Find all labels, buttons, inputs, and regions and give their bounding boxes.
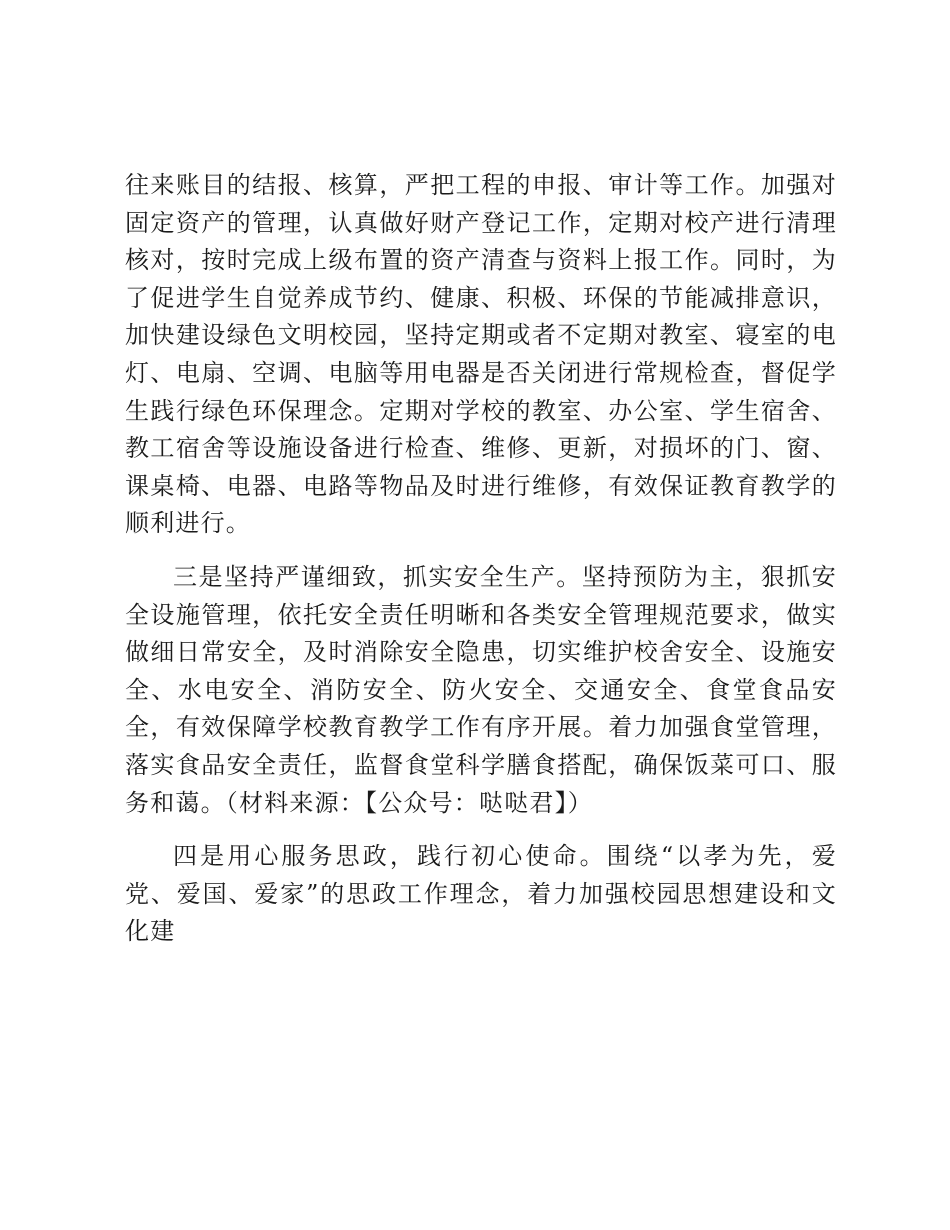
paragraph-safety-production: 三是坚持严谨细致，抓实安全生产。坚持预防为主，狠抓安全设施管理，依托安全责任明晰和各类安全管理规范要求，做实做细日常安全，及时消除安全隐患，切实维护校舍安全、设施安全、水电安全、消防安全、防火安全、交通安全、食堂食品安全，有效保障学校教育教学工作有序开展。着力加强食堂管理，落实食品安全责任，监督食堂科学膳食搭配，确保饭菜可口、服务和蔼。（材料来源：【公众号：哒哒君】）: [125, 562, 837, 817]
paragraph-continued: 往来账目的结报、核算，严把工程的申报、审计等工作。加强对固定资产的管理，认真做好财产登记工作，定期对校产进行清理核对，按时完成上级布置的资产清查与资料上报工作。同时，为了促进学生自觉养成节约、健康、积极、环保的节能减排意识，加快建设绿色文明校园，坚持定期或者不定期对教室、寝室的电灯、电扇、空调、电脑等用电器是否关闭进行常规检查，督促学生践行绿色环保理念。定期对学校的教室、办公室、学生宿舍、教工宿舍等设施设备进行检查、维修、更新，对损坏的门、窗、课桌椅、电器、电路等物品及时进行维修，有效保证教育教学的顺利进行。: [125, 171, 837, 538]
paragraph-ideological-service: 四是用心服务思政，践行初心使命。围绕“以孝为先，爱党、爱国、爱家”的思政工作理念，着力加强校园思想建设和文化建: [125, 842, 837, 946]
document-body: [125, 167, 837, 951]
